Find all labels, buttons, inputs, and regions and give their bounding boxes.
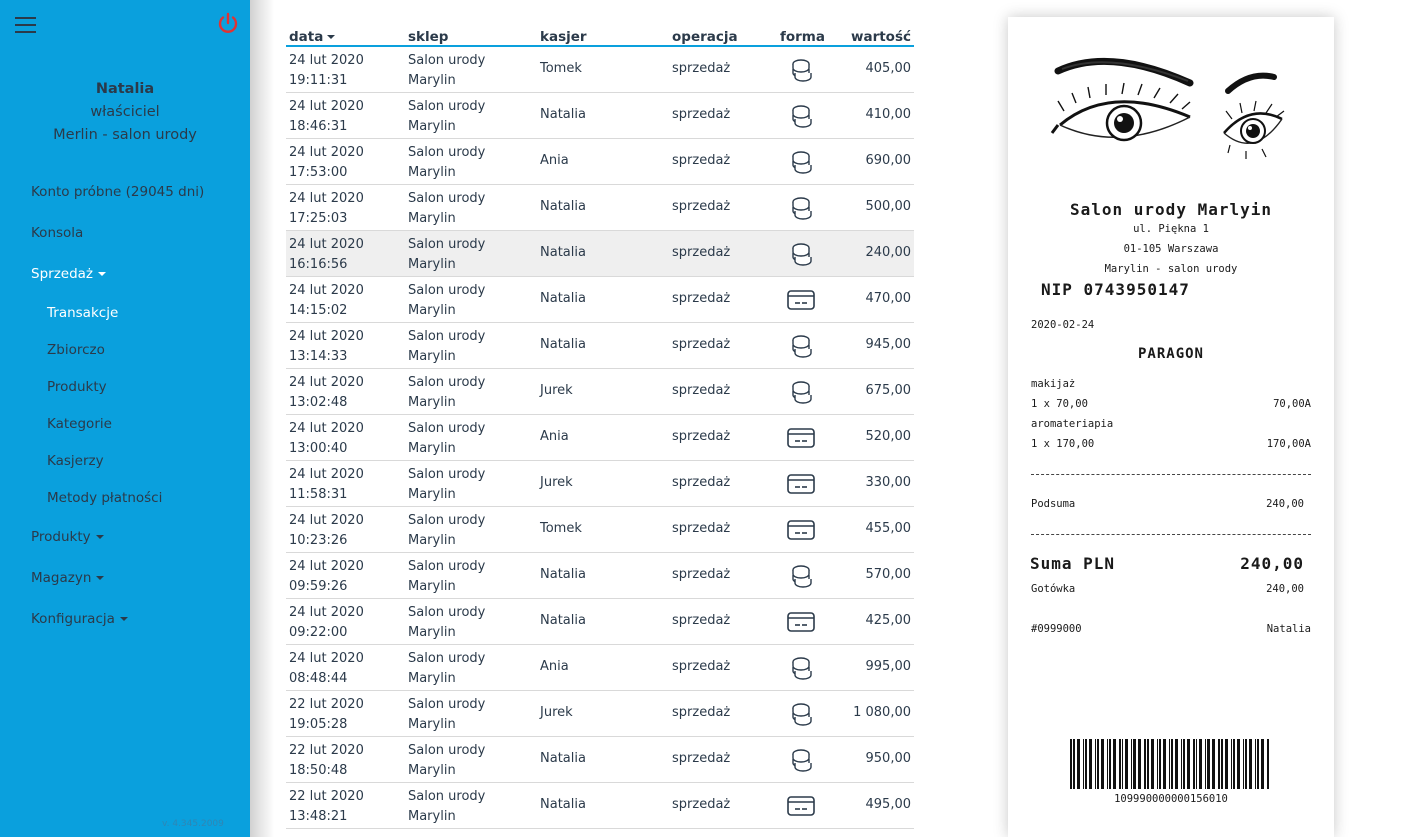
cell-cashier: Natalia — [540, 199, 586, 214]
sidebar-shadow — [250, 0, 274, 837]
cell-shop — [408, 603, 528, 643]
cell-date — [289, 787, 399, 827]
cell-date — [289, 695, 399, 735]
receipt-shop-name: Salon urody Marlyin — [1069, 200, 1273, 219]
cell-operation: sprzedaż — [672, 291, 731, 306]
nav-trial-account[interactable]: Konto próbne (29045 dni) — [31, 184, 205, 200]
cell-cashier: Natalia — [540, 337, 586, 352]
col-date-header[interactable] — [289, 29, 335, 45]
cell-shop-line2: Marylin — [408, 165, 456, 180]
cell-shop-line1: Salon urody — [408, 743, 486, 758]
menu-hamburger-icon[interactable] — [15, 17, 36, 33]
table-row[interactable] — [286, 415, 914, 461]
nav-sales[interactable] — [31, 266, 106, 282]
cell-cashier: Tomek — [540, 521, 582, 536]
cell-shop-line2: Marylin — [408, 533, 456, 548]
cell-date — [289, 235, 399, 275]
col-form-header[interactable]: forma — [780, 29, 825, 45]
cell-date-day: 24 lut 2020 — [289, 467, 364, 482]
cell-shop-line2: Marylin — [408, 441, 456, 456]
power-logout-icon[interactable] — [216, 12, 240, 36]
table-row[interactable] — [286, 599, 914, 645]
nav-sub-cashiers[interactable]: Kasjerzy — [47, 453, 104, 469]
table-row[interactable] — [286, 369, 914, 415]
cell-date — [289, 419, 399, 459]
transactions-table — [286, 26, 914, 829]
receipt-item1-qty: 1 x 70,00 — [1031, 398, 1088, 410]
card-payment-icon — [786, 469, 816, 499]
table-row[interactable] — [286, 691, 914, 737]
cell-value: 425,00 — [865, 613, 911, 628]
table-row[interactable] — [286, 93, 914, 139]
cell-shop — [408, 649, 528, 689]
cell-operation: sprzedaż — [672, 383, 731, 398]
receipt-date: 2020-02-24 — [1031, 319, 1095, 331]
cell-date-time: 16:16:56 — [289, 257, 348, 272]
cell-shop-line2: Marylin — [408, 809, 456, 824]
cell-cashier: Jurek — [540, 475, 573, 490]
cell-date-time: 09:59:26 — [289, 579, 348, 594]
table-row[interactable] — [286, 139, 914, 185]
cell-date-time: 18:46:31 — [289, 119, 348, 134]
cell-date — [289, 143, 399, 183]
cell-date-day: 24 lut 2020 — [289, 651, 364, 666]
cell-shop-line1: Salon urody — [408, 237, 486, 252]
cell-date-day: 22 lut 2020 — [289, 789, 364, 804]
cash-payment-icon — [786, 147, 816, 177]
cell-date-day: 24 lut 2020 — [289, 237, 364, 252]
receipt-subtotal-label: Podsuma — [1031, 498, 1076, 510]
receipt-divider — [1031, 534, 1311, 535]
receipt-payment-value: 240,00 — [1266, 583, 1304, 595]
cell-cashier: Ania — [540, 153, 569, 168]
nav-sub-transactions[interactable]: Transakcje — [47, 305, 119, 321]
card-payment-icon — [786, 285, 816, 315]
cell-operation: sprzedaż — [672, 153, 731, 168]
cell-date-day: 24 lut 2020 — [289, 191, 364, 206]
cell-date-day: 22 lut 2020 — [289, 697, 364, 712]
card-payment-icon — [786, 791, 816, 821]
cell-date-time: 11:58:31 — [289, 487, 348, 502]
table-row[interactable] — [286, 783, 914, 829]
receipt-number: #0999000 — [1031, 623, 1082, 635]
receipt-nip: NIP 0743950147 — [1041, 280, 1190, 299]
receipt-barcode-image — [1070, 739, 1272, 791]
cell-value: 470,00 — [865, 291, 911, 306]
receipt-item2-total: 170,00A — [1266, 438, 1311, 450]
cell-cashier: Natalia — [540, 291, 586, 306]
cell-shop-line2: Marylin — [408, 717, 456, 732]
cell-shop — [408, 557, 528, 597]
cash-payment-icon — [786, 377, 816, 407]
cell-operation: sprzedaż — [672, 567, 731, 582]
cell-shop-line1: Salon urody — [408, 191, 486, 206]
table-row[interactable] — [286, 47, 914, 93]
cell-value: 995,00 — [865, 659, 911, 674]
receipt-item1-name: makijaż — [1031, 378, 1076, 390]
cell-cashier: Natalia — [540, 613, 586, 628]
cell-shop-line2: Marylin — [408, 257, 456, 272]
cell-shop — [408, 511, 528, 551]
cell-date-time: 13:14:33 — [289, 349, 348, 364]
cell-shop-line1: Salon urody — [408, 329, 486, 344]
cell-shop-line2: Marylin — [408, 671, 456, 686]
cell-date-day: 24 lut 2020 — [289, 329, 364, 344]
cell-operation: sprzedaż — [672, 659, 731, 674]
table-row[interactable] — [286, 461, 914, 507]
cell-operation: sprzedaż — [672, 199, 731, 214]
cell-date-day: 24 lut 2020 — [289, 375, 364, 390]
cell-operation: sprzedaż — [672, 475, 731, 490]
cell-cashier: Ania — [540, 429, 569, 444]
cell-date — [289, 649, 399, 689]
cell-shop-line2: Marylin — [408, 211, 456, 226]
receipt-subtotal-value: 240,00 — [1266, 498, 1304, 510]
cell-shop — [408, 51, 528, 91]
cell-cashier: Jurek — [540, 383, 573, 398]
cell-shop-line2: Marylin — [408, 579, 456, 594]
cell-shop-line2: Marylin — [408, 303, 456, 318]
cell-shop — [408, 97, 528, 137]
cell-shop — [408, 741, 528, 781]
cell-value: 690,00 — [865, 153, 911, 168]
cell-value: 240,00 — [865, 245, 911, 260]
cell-shop — [408, 143, 528, 183]
cell-date-time: 13:00:40 — [289, 441, 348, 456]
sidebar — [0, 0, 250, 837]
cell-cashier: Natalia — [540, 751, 586, 766]
nav-products[interactable] — [31, 529, 104, 545]
nav-sub-categories[interactable]: Kategorie — [47, 416, 112, 432]
cell-shop-line1: Salon urody — [408, 283, 486, 298]
nav-sub-summary[interactable]: Zbiorczo — [47, 342, 105, 358]
cell-shop — [408, 465, 528, 505]
caret-down-icon — [120, 617, 128, 621]
receipt-address-line1: ul. Piękna 1 — [1133, 223, 1209, 235]
table-row[interactable] — [286, 185, 914, 231]
nav-config-label: Konfiguracja — [31, 611, 115, 627]
cash-payment-icon — [786, 653, 816, 683]
cell-date-day: 24 lut 2020 — [289, 145, 364, 160]
cell-cashier: Natalia — [540, 107, 586, 122]
eyes-logo-image — [1050, 53, 1290, 163]
cell-operation: sprzedaż — [672, 521, 731, 536]
cell-shop-line2: Marylin — [408, 349, 456, 364]
cell-date-time: 17:25:03 — [289, 211, 348, 226]
cell-date-day: 24 lut 2020 — [289, 559, 364, 574]
cell-date — [289, 557, 399, 597]
cell-date-day: 24 lut 2020 — [289, 283, 364, 298]
receipt-payment-label: Gotówka — [1031, 583, 1076, 595]
cell-cashier: Natalia — [540, 797, 586, 812]
cash-payment-icon — [786, 331, 816, 361]
cell-value: 330,00 — [865, 475, 911, 490]
caret-down-icon — [96, 535, 104, 539]
cell-value: 495,00 — [865, 797, 911, 812]
cell-shop-line1: Salon urody — [408, 145, 486, 160]
cell-shop-line1: Salon urody — [408, 53, 486, 68]
table-body — [286, 47, 914, 829]
receipt-divider — [1031, 474, 1311, 475]
receipt-sum-value: 240,00 — [1240, 554, 1304, 573]
cash-payment-icon — [786, 101, 816, 131]
cell-date — [289, 373, 399, 413]
receipt-barcode-number: 109990000000156010 — [1114, 793, 1228, 805]
cell-value: 455,00 — [865, 521, 911, 536]
table-row[interactable] — [286, 645, 914, 691]
cell-date-time: 19:05:28 — [289, 717, 348, 732]
col-date-label: data — [289, 29, 324, 45]
cell-date-time: 19:11:31 — [289, 73, 348, 88]
cell-shop — [408, 327, 528, 367]
cash-payment-icon — [786, 239, 816, 269]
cell-value: 520,00 — [865, 429, 911, 444]
cell-date-time: 17:53:00 — [289, 165, 348, 180]
receipt-preview — [1008, 17, 1334, 837]
cell-date-day: 24 lut 2020 — [289, 605, 364, 620]
cell-cashier: Tomek — [540, 61, 582, 76]
cell-shop-line1: Salon urody — [408, 651, 486, 666]
caret-down-icon — [98, 272, 106, 276]
cell-shop-line2: Marylin — [408, 487, 456, 502]
cell-shop-line1: Salon urody — [408, 697, 486, 712]
cash-payment-icon — [786, 561, 816, 591]
cell-shop-line2: Marylin — [408, 395, 456, 410]
cell-date-day: 24 lut 2020 — [289, 421, 364, 436]
cell-date — [289, 741, 399, 781]
cell-date-time: 13:48:21 — [289, 809, 348, 824]
cash-payment-icon — [786, 745, 816, 775]
cell-shop — [408, 373, 528, 413]
cell-operation: sprzedaż — [672, 337, 731, 352]
user-info — [0, 78, 250, 147]
cell-date-day: 24 lut 2020 — [289, 53, 364, 68]
cell-shop-line1: Salon urody — [408, 789, 486, 804]
cell-shop-line1: Salon urody — [408, 375, 486, 390]
cell-operation: sprzedaż — [672, 613, 731, 628]
cell-value: 410,00 — [865, 107, 911, 122]
receipt-company: Marylin - salon urody — [1104, 263, 1238, 275]
cell-cashier: Jurek — [540, 705, 573, 720]
receipt-address-line2: 01-105 Warszawa — [1123, 243, 1219, 255]
cell-value: 570,00 — [865, 567, 911, 582]
nav-config[interactable] — [31, 611, 128, 627]
cell-cashier: Natalia — [540, 567, 586, 582]
cell-shop-line2: Marylin — [408, 763, 456, 778]
user-role: właściciel — [90, 104, 160, 120]
receipt-sum-label: Suma PLN — [1030, 554, 1116, 573]
receipt-item2-qty: 1 x 170,00 — [1031, 438, 1095, 450]
table-header — [286, 26, 914, 47]
nav-warehouse[interactable] — [31, 570, 104, 586]
cell-date-time: 18:50:48 — [289, 763, 348, 778]
cell-shop-line1: Salon urody — [408, 467, 486, 482]
cell-operation: sprzedaż — [672, 705, 731, 720]
cell-shop — [408, 235, 528, 275]
card-payment-icon — [786, 515, 816, 545]
card-payment-icon — [786, 423, 816, 453]
nav-warehouse-label: Magazyn — [31, 570, 92, 586]
nav-console[interactable]: Konsola — [31, 225, 84, 241]
app-version: v. 4.345.2009 — [162, 819, 224, 829]
cell-operation: sprzedaż — [672, 107, 731, 122]
cell-date — [289, 189, 399, 229]
cell-shop-line1: Salon urody — [408, 421, 486, 436]
user-name: Natalia — [95, 81, 155, 97]
cell-value: 675,00 — [865, 383, 911, 398]
cell-date — [289, 465, 399, 505]
caret-down-icon — [96, 576, 104, 580]
table-row[interactable] — [286, 277, 914, 323]
receipt-doc-type: PARAGON — [1137, 346, 1204, 362]
cash-payment-icon — [786, 193, 816, 223]
cell-shop-line1: Salon urody — [408, 513, 486, 528]
cell-date-time: 09:22:00 — [289, 625, 348, 640]
cell-shop — [408, 695, 528, 735]
cell-shop-line2: Marylin — [408, 625, 456, 640]
cash-payment-icon — [786, 699, 816, 729]
cell-date-day: 22 lut 2020 — [289, 743, 364, 758]
company-name: Merlin - salon urody — [53, 127, 197, 143]
cell-operation: sprzedaż — [672, 61, 731, 76]
cell-value: 950,00 — [865, 751, 911, 766]
cell-shop — [408, 419, 528, 459]
cell-date-time: 08:48:44 — [289, 671, 348, 686]
table-row[interactable] — [286, 231, 914, 277]
cell-value: 945,00 — [865, 337, 911, 352]
cell-cashier: Natalia — [540, 245, 586, 260]
cell-operation: sprzedaż — [672, 429, 731, 444]
cell-operation: sprzedaż — [672, 751, 731, 766]
nav-products-label: Produkty — [31, 529, 91, 545]
cell-shop — [408, 281, 528, 321]
cell-shop-line1: Salon urody — [408, 99, 486, 114]
cell-operation: sprzedaż — [672, 797, 731, 812]
cell-cashier: Ania — [540, 659, 569, 674]
cell-date-time: 14:15:02 — [289, 303, 348, 318]
cell-date — [289, 327, 399, 367]
table-row[interactable] — [286, 323, 914, 369]
cell-value: 500,00 — [865, 199, 911, 214]
cell-date — [289, 97, 399, 137]
cell-date — [289, 511, 399, 551]
col-value-header[interactable]: wartość — [850, 29, 911, 45]
nav-sub-products[interactable]: Produkty — [47, 379, 107, 395]
cell-value: 1 080,00 — [853, 705, 911, 720]
cell-shop-line2: Marylin — [408, 73, 456, 88]
receipt-item2-name: aromateriapia — [1031, 418, 1114, 430]
table-row[interactable] — [286, 507, 914, 553]
cell-date-time: 10:23:26 — [289, 533, 348, 548]
cell-shop-line1: Salon urody — [408, 559, 486, 574]
cell-date-day: 24 lut 2020 — [289, 513, 364, 528]
col-cashier-header[interactable]: kasjer — [540, 29, 587, 45]
cash-payment-icon — [786, 55, 816, 85]
col-operation-header[interactable]: operacja — [672, 29, 738, 45]
col-shop-header[interactable]: sklep — [408, 29, 449, 45]
card-payment-icon — [786, 607, 816, 637]
cell-date-time: 13:02:48 — [289, 395, 348, 410]
cell-shop-line2: Marylin — [408, 119, 456, 134]
sort-desc-icon — [327, 35, 335, 39]
cell-shop — [408, 787, 528, 827]
table-row[interactable] — [286, 553, 914, 599]
receipt-item1-total: 70,00A — [1273, 398, 1311, 410]
cell-date-day: 24 lut 2020 — [289, 99, 364, 114]
cell-date — [289, 51, 399, 91]
cell-shop — [408, 189, 528, 229]
nav-sales-label: Sprzedaż — [31, 266, 94, 282]
table-row[interactable] — [286, 737, 914, 783]
cell-date — [289, 603, 399, 643]
cell-operation: sprzedaż — [672, 245, 731, 260]
cell-value: 405,00 — [865, 61, 911, 76]
cell-date — [289, 281, 399, 321]
nav-sub-payment-methods[interactable]: Metody płatności — [47, 490, 163, 506]
receipt-cashier: Natalia — [1266, 623, 1311, 635]
cell-shop-line1: Salon urody — [408, 605, 486, 620]
